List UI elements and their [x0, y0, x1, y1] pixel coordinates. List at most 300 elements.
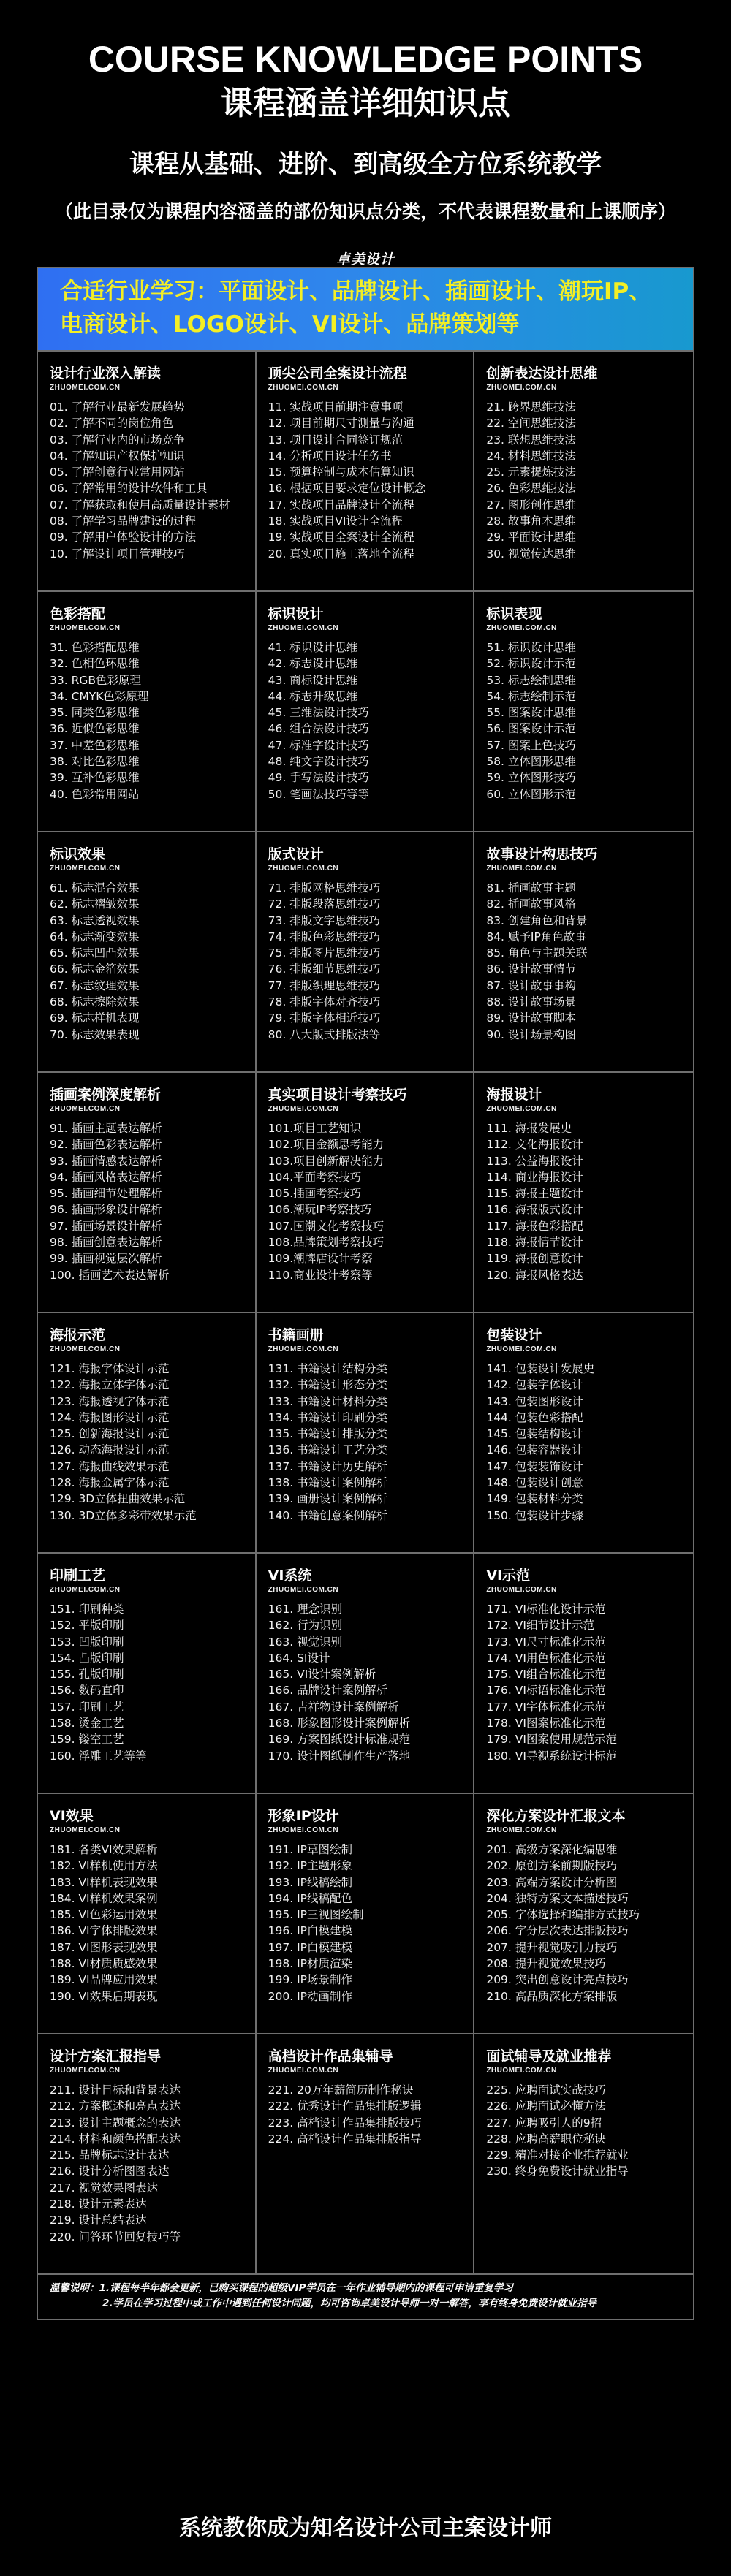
list-item: 176. VI标语标准化示范	[486, 1684, 606, 1698]
list-item: 177. VI字体标准化示范	[486, 1700, 606, 1714]
section-subtitle: ZHUOMEI.COM.CN	[50, 384, 121, 392]
section-card	[257, 2033, 475, 2273]
list-item: 61. 标志混合效果	[50, 881, 140, 894]
section-title: 面试辅导及就业推荐	[486, 2048, 612, 2064]
list-item: 101.项目工艺知识	[268, 1122, 362, 1135]
list-item: 75. 排版图片思维技巧	[268, 946, 381, 960]
list-item: 50. 笔画法技巧等等	[268, 787, 369, 801]
list-item: 150. 包装设计步骤	[486, 1508, 583, 1522]
list-item: 114. 商业海报设计	[486, 1170, 583, 1184]
section-item-list	[50, 1120, 245, 1283]
section-card	[474, 2033, 693, 2273]
list-item: 08. 了解学习品牌建设的过程	[50, 514, 197, 528]
list-item: 28. 故事角本思维	[486, 514, 576, 528]
section-subtitle: ZHUOMEI.COM.CN	[268, 1105, 339, 1113]
list-item: 95. 插画细节处理解析	[50, 1187, 162, 1201]
list-item: 88. 设计故事场景	[486, 995, 576, 1009]
list-item: 193. IP线稿绘制	[268, 1875, 353, 1889]
section-item-list	[486, 1120, 683, 1283]
section-item-list	[486, 1361, 683, 1524]
list-item: 118. 海报情节设计	[486, 1236, 583, 1250]
list-item: 137. 书籍设计历史解析	[268, 1459, 388, 1473]
title-cn: 课程涵盖详细知识点	[221, 85, 510, 122]
list-item: 76. 排版细节思维技巧	[268, 962, 381, 976]
list-item: 68. 标志擦除效果	[50, 995, 140, 1009]
section-title: VI示范	[486, 1568, 531, 1584]
section-title: 高档设计作品集辅导	[268, 2048, 393, 2064]
list-item: 159. 镂空工艺	[50, 1733, 124, 1747]
list-item: 46. 组合法设计技巧	[268, 722, 369, 736]
list-item: 12. 项目前期尺寸测量与沟通	[268, 417, 414, 430]
list-item: 37. 中差色彩思维	[50, 738, 140, 752]
section-title: 色彩搭配	[50, 606, 106, 622]
list-item: 158. 烫金工艺	[50, 1717, 124, 1730]
list-item: 107.国潮文化考察技巧	[268, 1219, 385, 1233]
section-subtitle: ZHUOMEI.COM.CN	[50, 624, 121, 632]
list-item: 205. 字体选择和编排方式技巧	[486, 1908, 640, 1922]
section-card	[257, 590, 475, 831]
section-item-list	[486, 1842, 683, 2005]
section-subtitle: ZHUOMEI.COM.CN	[50, 2067, 121, 2075]
content-frame	[37, 267, 694, 2320]
section-title: 设计方案汇报指导	[50, 2048, 162, 2064]
list-item: 211. 设计目标和背景表达	[50, 2083, 181, 2097]
list-item: 225. 应聘面试实战技巧	[486, 2083, 606, 2097]
list-item: 132. 书籍设计形态分类	[268, 1378, 388, 1392]
list-item: 97. 插画场景设计解析	[50, 1219, 162, 1233]
list-item: 120. 海报风格表达	[486, 1268, 583, 1282]
list-item: 224. 高档设计作品集排版指导	[268, 2132, 422, 2146]
list-item: 141. 包装设计发展史	[486, 1362, 595, 1375]
list-item: 07. 了解获取和使用高质量设计素材	[50, 498, 230, 512]
list-item: 230. 终身免费设计就业指导	[486, 2165, 629, 2178]
list-item: 157. 印刷工艺	[50, 1700, 124, 1714]
list-item: 148. 包装设计创意	[486, 1476, 583, 1490]
list-item: 25. 元素提炼技法	[486, 466, 576, 479]
list-item: 14. 分析项目设计任务书	[268, 449, 392, 463]
list-item: 91. 插画主题表达解析	[50, 1122, 162, 1135]
list-item: 220. 问答环节回复技巧等	[50, 2230, 181, 2243]
list-item: 35. 同类色彩思维	[50, 706, 140, 720]
section-title: 印刷工艺	[50, 1568, 106, 1584]
list-item: 196. IP白模建模	[268, 1924, 353, 1938]
list-item: 181. 各类VI效果解析	[50, 1843, 158, 1856]
list-item: 166. 品牌设计案例解析	[268, 1684, 388, 1698]
list-item: 99. 插画视觉层次解析	[50, 1252, 162, 1266]
section-card	[474, 831, 693, 1071]
list-item: 31. 色彩搭配思维	[50, 641, 140, 654]
list-item: 87. 设计故事事构	[486, 979, 576, 992]
list-item: 161. 理念识别	[268, 1603, 343, 1616]
bottom-slogan: 系统教你成为知名设计公司主案设计师	[179, 2515, 552, 2541]
footnote-row-1: 温馨说明：1.课程每半年都会更新，已购买课程的超级VIP学员在一年作业辅导期内的课程可申请重复学习	[50, 2282, 513, 2294]
sections-grid	[38, 350, 693, 2273]
list-item: 115. 海报主题设计	[486, 1187, 583, 1201]
section-title: 海报设计	[486, 1087, 542, 1103]
list-item: 78. 排版字体对齐技巧	[268, 995, 381, 1009]
list-item: 100. 插画艺术表达解析	[50, 1268, 170, 1282]
list-item: 82. 插画故事风格	[486, 897, 576, 911]
list-item: 131. 书籍设计结构分类	[268, 1362, 388, 1375]
list-item: 34. CMYK色彩原理	[50, 689, 149, 703]
list-item: 168. 形象图形设计案例解析	[268, 1717, 411, 1730]
section-title: 标识效果	[50, 846, 106, 862]
list-item: 127. 海报曲线效果示范	[50, 1459, 170, 1473]
list-item: 136. 书籍设计工艺分类	[268, 1443, 388, 1457]
list-item: 156. 数码直印	[50, 1684, 124, 1698]
list-item: 122. 海报立体字体示范	[50, 1378, 170, 1392]
list-item: 188. VI材质质感效果	[50, 1957, 158, 1971]
list-item: 175. VI组合标准化示范	[486, 1668, 606, 1682]
list-item: 207. 提升视觉吸引力技巧	[486, 1940, 618, 1954]
list-item: 113. 公益海报设计	[486, 1154, 583, 1168]
section-title: 创新表达设计思维	[486, 365, 598, 381]
list-item: 155. 孔版印刷	[50, 1668, 124, 1682]
list-item: 10. 了解设计项目管理技巧	[50, 547, 185, 561]
list-item: 47. 标准字设计技巧	[268, 738, 369, 752]
list-item: 130. 3D立体多彩带效果示范	[50, 1508, 197, 1522]
list-item: 56. 图案设计示范	[486, 722, 576, 736]
list-item: 98. 插画创意表达解析	[50, 1236, 162, 1250]
list-item: 53. 标志绘制思维	[486, 673, 576, 687]
list-item: 229. 精准对接企业推荐就业	[486, 2148, 629, 2162]
list-item: 190. VI效果后期表现	[50, 1989, 158, 2003]
list-item: 191. IP草图绘制	[268, 1843, 353, 1856]
list-item: 74. 排版色彩思维技巧	[268, 930, 381, 943]
list-item: 06. 了解常用的设计软件和工具	[50, 482, 208, 495]
section-card	[38, 2033, 257, 2273]
section-title: 故事设计构思技巧	[486, 846, 598, 862]
list-item: 94. 插画风格表达解析	[50, 1170, 162, 1184]
list-item: 23. 联想思维技法	[486, 433, 576, 447]
list-item: 17. 实战项目品牌设计全流程	[268, 498, 414, 512]
list-item: 183. VI样机表现效果	[50, 1875, 158, 1889]
list-item: 187. VI图形表现效果	[50, 1940, 158, 1954]
section-item-list	[50, 880, 245, 1043]
list-item: 70. 标志效果表现	[50, 1027, 140, 1041]
section-card	[474, 1552, 693, 1793]
list-item: 48. 纯文字设计技巧	[268, 755, 369, 769]
list-item: 41. 标识设计思维	[268, 641, 358, 654]
list-item: 117. 海报色彩搭配	[486, 1219, 583, 1233]
list-item: 77. 排版织理思维技巧	[268, 979, 381, 992]
section-subtitle: ZHUOMEI.COM.CN	[486, 624, 557, 632]
list-item: 186. VI字体排版效果	[50, 1924, 158, 1938]
section-title: VI效果	[50, 1808, 94, 1824]
section-item-list	[268, 2082, 463, 2147]
list-item: 209. 突出创意设计亮点技巧	[486, 1973, 629, 1987]
list-item: 30. 视觉传达思维	[486, 547, 576, 561]
list-item: 213. 设计主题概念的表达	[50, 2116, 181, 2129]
list-item: 126. 动态海报设计示范	[50, 1443, 170, 1457]
section-card	[38, 831, 257, 1071]
list-item: 52. 标识设计示范	[486, 657, 576, 671]
list-item: 29. 平面设计思维	[486, 531, 576, 544]
section-subtitle: ZHUOMEI.COM.CN	[268, 384, 339, 392]
list-item: 62. 标志褶皱效果	[50, 897, 140, 911]
list-item: 162. 行为识别	[268, 1619, 343, 1633]
list-item: 67. 标志纹理效果	[50, 979, 140, 992]
section-subtitle: ZHUOMEI.COM.CN	[486, 1105, 557, 1113]
list-item: 172. VI细节设计示范	[486, 1619, 594, 1633]
list-item: 69. 标志样机表现	[50, 1011, 140, 1025]
list-item: 86. 设计故事情节	[486, 962, 576, 976]
list-item: 143. 包装图形设计	[486, 1394, 583, 1408]
list-item: 44. 标志升级思维	[268, 689, 358, 703]
section-card	[474, 1793, 693, 2033]
list-item: 106.潮玩IP考察技巧	[268, 1203, 372, 1217]
list-item: 73. 排版文字思维技巧	[268, 913, 381, 927]
section-subtitle: ZHUOMEI.COM.CN	[486, 1826, 557, 1834]
section-title: 版式设计	[268, 846, 324, 862]
section-title: 深化方案设计汇报文本	[486, 1808, 626, 1824]
title-en: COURSE KNOWLEDGE POINTS	[88, 39, 643, 80]
list-item: 195. IP三视图绘制	[268, 1908, 364, 1922]
list-item: 226. 应聘面试必懂方法	[486, 2100, 606, 2113]
list-item: 64. 标志渐变效果	[50, 930, 140, 943]
section-title: 顶尖公司全案设计流程	[268, 365, 407, 381]
list-item: 214. 材料和颜色搭配表达	[50, 2132, 181, 2146]
list-item: 139. 画册设计案例解析	[268, 1492, 388, 1506]
list-item: 85. 角色与主题关联	[486, 946, 588, 960]
list-item: 121. 海报字体设计示范	[50, 1362, 170, 1375]
list-item: 198. IP材质渲染	[268, 1957, 353, 1971]
list-item: 116. 海报版式设计	[486, 1203, 583, 1217]
list-item: 90. 设计场景构图	[486, 1027, 576, 1041]
list-item: 36. 近似色彩思维	[50, 722, 140, 736]
section-subtitle: ZHUOMEI.COM.CN	[268, 1586, 339, 1594]
list-item: 169. 方案图纸设计标准规范	[268, 1733, 411, 1747]
list-item: 60. 立体图形示范	[486, 787, 576, 801]
list-item: 04. 了解知识产权保护知识	[50, 449, 185, 463]
section-item-list	[268, 1120, 463, 1283]
section-title: 包装设计	[486, 1327, 542, 1343]
section-subtitle: ZHUOMEI.COM.CN	[268, 1826, 339, 1834]
section-subtitle: ZHUOMEI.COM.CN	[486, 2067, 557, 2075]
section-item-list	[268, 880, 463, 1043]
list-item: 223. 高档设计作品集排版技巧	[268, 2116, 422, 2129]
section-item-list	[486, 2082, 683, 2180]
list-item: 80. 八大版式排版法等	[268, 1027, 381, 1041]
list-item: 154. 凸版印刷	[50, 1651, 124, 1665]
list-item: 21. 跨界思维技法	[486, 400, 576, 414]
list-item: 151. 印刷种类	[50, 1603, 124, 1616]
list-item: 51. 标识设计思维	[486, 641, 576, 654]
section-item-list	[50, 399, 245, 562]
section-item-list	[50, 1601, 245, 1764]
list-item: 203. 高端方案设计分析图	[486, 1875, 618, 1889]
list-item: 164. SI设计	[268, 1651, 330, 1665]
section-card	[474, 590, 693, 831]
footnote-row-2: 2.学员在学习过程中或工作中遇到任何设计问题，均可咨询卓美设计导师一对一解答，享有终身免费设计就业指导	[102, 2298, 597, 2309]
section-card	[38, 590, 257, 831]
section-card	[38, 1552, 257, 1793]
section-card	[38, 350, 257, 590]
list-item: 57. 图案上色技巧	[486, 738, 576, 752]
industry-banner	[38, 268, 693, 350]
list-item: 01. 了解行业最新发展趋势	[50, 400, 185, 414]
list-item: 49. 手写法设计技巧	[268, 771, 369, 785]
list-item: 26. 色彩思维技法	[486, 482, 576, 495]
section-item-list	[268, 639, 463, 802]
section-item-list	[268, 1601, 463, 1764]
list-item: 216. 设计分析图图表达	[50, 2165, 170, 2178]
section-title: 真实项目设计考察技巧	[268, 1087, 407, 1103]
list-item: 111. 海报发展史	[486, 1122, 572, 1135]
section-card	[257, 831, 475, 1071]
list-item: 81. 插画故事主题	[486, 881, 576, 894]
list-item: 212. 方案概述和亮点表达	[50, 2100, 181, 2113]
list-item: 02. 了解不同的岗位角色	[50, 417, 174, 430]
section-subtitle: ZHUOMEI.COM.CN	[486, 865, 557, 873]
list-item: 54. 标志绘制示范	[486, 689, 576, 703]
list-item: 22. 空间思维技法	[486, 417, 576, 430]
section-title: 标识设计	[268, 606, 324, 622]
list-item: 03. 了解行业内的市场竞争	[50, 433, 185, 447]
section-item-list	[268, 1842, 463, 2005]
section-subtitle: ZHUOMEI.COM.CN	[268, 624, 339, 632]
list-item: 221. 20万年薪简历制作秘诀	[268, 2083, 414, 2097]
list-item: 180. VI导视系统设计标范	[486, 1749, 617, 1763]
list-item: 27. 图形创作思维	[486, 498, 576, 512]
list-item: 05. 了解创意行业常用网站	[50, 466, 185, 479]
note: （此目录仅为课程内容涵盖的部份知识点分类，不代表课程数量和上课顺序）	[54, 201, 676, 222]
list-item: 133. 书籍设计材料分类	[268, 1394, 388, 1408]
list-item: 217. 视觉效果图表达	[50, 2181, 158, 2195]
list-item: 43. 商标设计思维	[268, 673, 358, 687]
section-card	[257, 350, 475, 590]
section-item-list	[486, 639, 683, 802]
list-item: 125. 创新海报设计示范	[50, 1427, 170, 1441]
list-item: 189. VI品牌应用效果	[50, 1973, 158, 1987]
list-item: 11. 实战项目前期注意事项	[268, 400, 404, 414]
list-item: 89. 设计故事脚本	[486, 1011, 576, 1025]
section-title: 书籍画册	[268, 1327, 324, 1343]
list-item: 19. 实战项目全案设计全流程	[268, 531, 414, 544]
list-item: 71. 排版网格思维技巧	[268, 881, 381, 894]
list-item: 66. 标志金箔效果	[50, 962, 140, 976]
section-subtitle: ZHUOMEI.COM.CN	[486, 1345, 557, 1353]
list-item: 174. VI用色标准化示范	[486, 1651, 606, 1665]
section-title: VI系统	[268, 1568, 312, 1584]
banner-line-2: 电商设计、LOGO设计、VI设计、品牌策划等	[60, 311, 520, 338]
section-item-list	[486, 880, 683, 1043]
section-item-list	[268, 399, 463, 562]
section-card	[474, 1312, 693, 1552]
list-item: 24. 材料思维技法	[486, 449, 576, 463]
list-item: 145. 包装结构设计	[486, 1427, 583, 1441]
section-subtitle: ZHUOMEI.COM.CN	[268, 1345, 339, 1353]
section-card	[257, 1793, 475, 2033]
list-item: 199. IP场景制作	[268, 1973, 353, 1987]
list-item: 218. 设计元素表达	[50, 2197, 147, 2211]
list-item: 129. 3D立体扭曲效果示范	[50, 1492, 186, 1506]
list-item: 39. 互补色彩思维	[50, 771, 140, 785]
section-subtitle: ZHUOMEI.COM.CN	[268, 2067, 339, 2075]
section-item-list	[268, 1361, 463, 1524]
list-item: 105.插画考察技巧	[268, 1187, 362, 1201]
list-item: 58. 立体图形思维	[486, 755, 576, 769]
list-item: 59. 立体图形技巧	[486, 771, 576, 785]
list-item: 173. VI尺寸标准化示范	[486, 1635, 606, 1649]
section-subtitle: ZHUOMEI.COM.CN	[50, 1586, 121, 1594]
list-item: 140. 书籍创意案例解析	[268, 1508, 388, 1522]
section-subtitle: ZHUOMEI.COM.CN	[50, 865, 121, 873]
list-item: 20. 真实项目施工落地全流程	[268, 547, 414, 561]
list-item: 160. 浮雕工艺等等	[50, 1749, 147, 1763]
list-item: 144. 包装色彩搭配	[486, 1410, 583, 1424]
section-card	[38, 1312, 257, 1552]
list-item: 109.潮牌店设计考察	[268, 1252, 373, 1266]
list-item: 84. 赋予IP角色故事	[486, 930, 586, 943]
list-item: 63. 标志透视效果	[50, 913, 140, 927]
list-item: 146. 包装容器设计	[486, 1443, 583, 1457]
section-item-list	[50, 1842, 245, 2005]
section-subtitle: ZHUOMEI.COM.CN	[50, 1345, 121, 1353]
list-item: 93. 插画情感表达解析	[50, 1154, 162, 1168]
list-item: 96. 插画形象设计解析	[50, 1203, 162, 1217]
list-item: 171. VI标准化设计示范	[486, 1603, 606, 1616]
list-item: 184. VI样机效果案例	[50, 1891, 158, 1905]
list-item: 65. 标志凹凸效果	[50, 946, 140, 960]
list-item: 55. 图案设计思维	[486, 706, 576, 720]
list-item: 72. 排版段落思维技巧	[268, 897, 381, 911]
list-item: 45. 三维法设计技巧	[268, 706, 369, 720]
list-item: 202. 原创方案前期版技巧	[486, 1859, 618, 1873]
section-card	[38, 1071, 257, 1312]
list-item: 147. 包装装饰设计	[486, 1459, 583, 1473]
list-item: 210. 高品质深化方案排版	[486, 1989, 618, 2003]
section-subtitle: ZHUOMEI.COM.CN	[486, 1586, 557, 1594]
section-item-list	[50, 1361, 245, 1524]
list-item: 83. 创建角色和背景	[486, 913, 588, 927]
list-item: 40. 色彩常用网站	[50, 787, 140, 801]
section-subtitle: ZHUOMEI.COM.CN	[486, 384, 557, 392]
list-item: 163. 视觉识别	[268, 1635, 343, 1649]
banner-line-1: 合适行业学习：平面设计、品牌设计、插画设计、潮玩IP、	[60, 278, 652, 305]
list-item: 79. 排版字体相近技巧	[268, 1011, 381, 1025]
section-subtitle: ZHUOMEI.COM.CN	[268, 865, 339, 873]
list-item: 149. 包装材料分类	[486, 1492, 583, 1506]
footnote	[38, 2273, 693, 2319]
section-item-list	[50, 2082, 245, 2245]
list-item: 15. 预算控制与成本估算知识	[268, 466, 414, 479]
list-item: 18. 实战项目VI设计全流程	[268, 514, 403, 528]
list-item: 123. 海报透视字体示范	[50, 1394, 170, 1408]
section-title: 设计行业深入解读	[50, 365, 162, 381]
section-title: 标识表现	[486, 606, 542, 622]
list-item: 108.品牌策划考察技巧	[268, 1236, 385, 1250]
list-item: 16. 根据项目要求定位设计概念	[268, 482, 426, 495]
list-item: 142. 包装字体设计	[486, 1378, 583, 1392]
list-item: 208. 提升视觉效果技巧	[486, 1957, 606, 1971]
list-item: 102.项目金额思考能力	[268, 1138, 385, 1152]
section-subtitle: ZHUOMEI.COM.CN	[50, 1826, 121, 1834]
list-item: 192. IP主题形象	[268, 1859, 353, 1873]
list-item: 33. RGB色彩原理	[50, 673, 141, 687]
list-item: 178. VI图案标准化示范	[486, 1717, 606, 1730]
section-item-list	[486, 1601, 683, 1764]
list-item: 194. IP线稿配色	[268, 1891, 353, 1905]
list-item: 215. 品牌标志设计表达	[50, 2148, 170, 2162]
list-item: 182. VI样机使用方法	[50, 1859, 158, 1873]
section-card	[38, 1793, 257, 2033]
list-item: 201. 高级方案深化编思维	[486, 1843, 618, 1856]
section-card	[474, 350, 693, 590]
section-card	[474, 1071, 693, 1312]
list-item: 09. 了解用户体验设计的方法	[50, 531, 197, 544]
list-item: 103.项目创新解决能力	[268, 1154, 385, 1168]
